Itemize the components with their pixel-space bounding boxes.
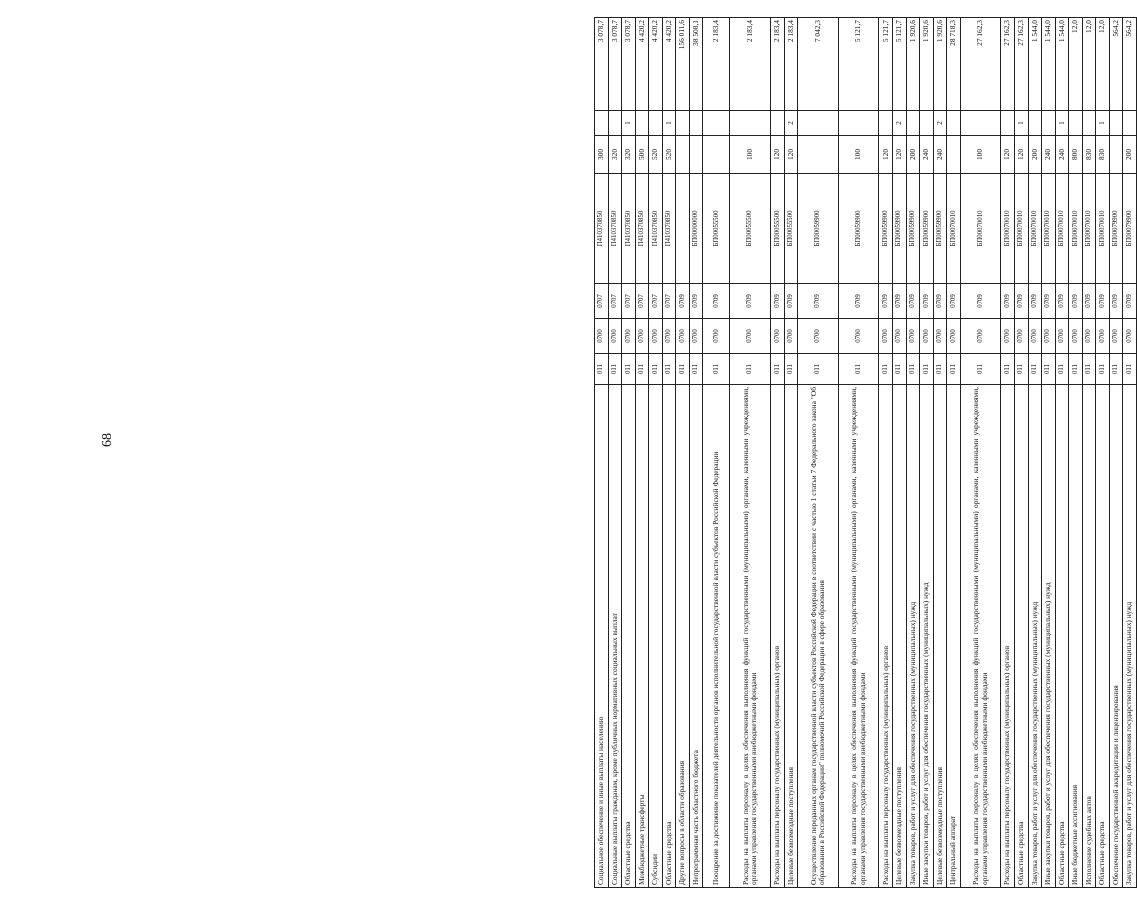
row-amount: 1 544,0 bbox=[1042, 18, 1056, 111]
row-amount: 1 544,0 bbox=[1028, 18, 1042, 111]
row-section: 0700 bbox=[1028, 319, 1042, 354]
row-name: Центральный аппарат bbox=[947, 385, 961, 888]
row-subsection: 0709 bbox=[960, 284, 1001, 319]
row-funding-source: 1 bbox=[1055, 111, 1069, 136]
table-row bbox=[838, 18, 879, 888]
row-name: Закупка товаров, работ и услуг для обеспечения государственных (муниципальных) нужд bbox=[1123, 385, 1137, 888]
table-row bbox=[635, 18, 649, 888]
row-grbs: 011 bbox=[920, 354, 934, 385]
row-name: Областные средства bbox=[1055, 385, 1069, 888]
row-grbs: 011 bbox=[676, 354, 690, 385]
row-subsection: 0709 bbox=[933, 284, 947, 319]
row-name: Иные бюджетные ассигнования bbox=[1069, 385, 1083, 888]
row-expense-type: 120 bbox=[771, 136, 785, 174]
row-section: 0700 bbox=[920, 319, 934, 354]
row-target-article: БП00059900 bbox=[798, 174, 839, 284]
row-name: Непрограммная часть областного бюджета bbox=[689, 385, 703, 888]
row-funding-source bbox=[947, 111, 961, 136]
row-amount: 5 121,7 bbox=[879, 18, 893, 111]
row-target-article: БП00070010 bbox=[960, 174, 1001, 284]
row-target-article: П410370850 bbox=[608, 174, 622, 284]
table-row bbox=[676, 18, 690, 888]
row-target-article: БП00055500 bbox=[730, 174, 771, 284]
row-funding-source bbox=[771, 111, 785, 136]
row-funding-source: 1 bbox=[662, 111, 676, 136]
row-name: Другие вопросы в области образования bbox=[676, 385, 690, 888]
table-row bbox=[906, 18, 920, 888]
row-name: Осуществление переданных органам государственной власти субъектов Российской Федерации в соответствии с частью 1 статьи 7 Федерального закона "Об образовании в Российской Федерации" полномочий Российской Федерации в сфере образования bbox=[798, 385, 839, 888]
row-grbs: 011 bbox=[730, 354, 771, 385]
row-funding-source bbox=[1028, 111, 1042, 136]
row-expense-type: 830 bbox=[1082, 136, 1096, 174]
row-section: 0700 bbox=[1123, 319, 1137, 354]
row-amount: 7 042,3 bbox=[798, 18, 839, 111]
row-funding-source bbox=[798, 111, 839, 136]
row-amount: 4 420,2 bbox=[662, 18, 676, 111]
table-row bbox=[649, 18, 663, 888]
row-expense-type: 120 bbox=[893, 136, 907, 174]
budget-table bbox=[594, 17, 1137, 888]
row-expense-type: 240 bbox=[920, 136, 934, 174]
row-grbs: 011 bbox=[1042, 354, 1056, 385]
row-subsection: 0709 bbox=[1001, 284, 1015, 319]
row-funding-source bbox=[595, 111, 609, 136]
row-target-article: БП00059900 bbox=[933, 174, 947, 284]
row-amount: 27 162,3 bbox=[1014, 18, 1028, 111]
row-expense-type: 240 bbox=[1042, 136, 1056, 174]
row-amount: 2 183,4 bbox=[730, 18, 771, 111]
row-target-article: БП00070010 bbox=[947, 174, 961, 284]
row-target-article: БП00070010 bbox=[1069, 174, 1083, 284]
rotated-table-wrapper bbox=[594, 18, 1136, 888]
row-section: 0700 bbox=[771, 319, 785, 354]
row-subsection: 0709 bbox=[947, 284, 961, 319]
row-subsection: 0709 bbox=[784, 284, 798, 319]
row-grbs: 011 bbox=[1055, 354, 1069, 385]
row-target-article: БП00055500 bbox=[784, 174, 798, 284]
row-grbs: 011 bbox=[1014, 354, 1028, 385]
row-section: 0700 bbox=[1042, 319, 1056, 354]
row-subsection: 0709 bbox=[1082, 284, 1096, 319]
row-expense-type: 520 bbox=[649, 136, 663, 174]
row-target-article: БП00059900 bbox=[906, 174, 920, 284]
row-amount: 5 121,7 bbox=[838, 18, 879, 111]
row-expense-type bbox=[689, 136, 703, 174]
row-grbs: 011 bbox=[1001, 354, 1015, 385]
row-expense-type: 200 bbox=[906, 136, 920, 174]
row-name: Расходы на выплаты персоналу государственных (муниципальных) органов bbox=[1001, 385, 1015, 888]
row-section: 0700 bbox=[947, 319, 961, 354]
row-section: 0700 bbox=[933, 319, 947, 354]
row-section: 0700 bbox=[703, 319, 730, 354]
row-amount: 28 718,3 bbox=[947, 18, 961, 111]
row-funding-source bbox=[703, 111, 730, 136]
row-target-article: П410370850 bbox=[595, 174, 609, 284]
table-row bbox=[703, 18, 730, 888]
row-name: Расходы на выплаты персоналу в целях обеспечения выполнения функций государственными (муниципальными) органами, казенными учреждениями, органами управления государственными внебюджетными фондами bbox=[960, 385, 1001, 888]
row-name: Областные средства bbox=[622, 385, 636, 888]
row-target-article: БП00059900 bbox=[893, 174, 907, 284]
row-expense-type: 520 bbox=[662, 136, 676, 174]
row-expense-type bbox=[1109, 136, 1123, 174]
row-name: Иные закупки товаров, работ и услуг для обеспечения государственных (муниципальных) нужд bbox=[1042, 385, 1056, 888]
table-row bbox=[1014, 18, 1028, 888]
row-funding-source bbox=[689, 111, 703, 136]
row-target-article: БП00059900 bbox=[879, 174, 893, 284]
row-expense-type: 200 bbox=[1028, 136, 1042, 174]
row-amount: 12,0 bbox=[1096, 18, 1110, 111]
page-number: 68 bbox=[100, 433, 115, 447]
row-grbs: 011 bbox=[622, 354, 636, 385]
row-amount: 2 183,4 bbox=[771, 18, 785, 111]
row-grbs: 011 bbox=[906, 354, 920, 385]
table-row bbox=[622, 18, 636, 888]
row-subsection: 0709 bbox=[689, 284, 703, 319]
table-row bbox=[1096, 18, 1110, 888]
row-target-article: БП00070010 bbox=[1082, 174, 1096, 284]
row-amount: 38 508,1 bbox=[689, 18, 703, 111]
table-row bbox=[933, 18, 947, 888]
table-row bbox=[771, 18, 785, 888]
row-target-article bbox=[676, 174, 690, 284]
row-funding-source bbox=[730, 111, 771, 136]
row-funding-source bbox=[906, 111, 920, 136]
row-subsection: 0709 bbox=[703, 284, 730, 319]
row-amount: 12,0 bbox=[1082, 18, 1096, 111]
row-expense-type: 240 bbox=[1055, 136, 1069, 174]
row-grbs: 011 bbox=[784, 354, 798, 385]
row-subsection: 0709 bbox=[1109, 284, 1123, 319]
row-grbs: 011 bbox=[649, 354, 663, 385]
row-target-article: БП00070010 bbox=[1028, 174, 1042, 284]
row-expense-type: 240 bbox=[933, 136, 947, 174]
row-amount: 1 920,6 bbox=[906, 18, 920, 111]
row-section: 0700 bbox=[1001, 319, 1015, 354]
row-expense-type: 830 bbox=[1096, 136, 1110, 174]
row-section: 0700 bbox=[1109, 319, 1123, 354]
table-row bbox=[1069, 18, 1083, 888]
table-row bbox=[893, 18, 907, 888]
row-subsection: 0709 bbox=[838, 284, 879, 319]
row-expense-type: 120 bbox=[1014, 136, 1028, 174]
row-subsection: 0709 bbox=[1069, 284, 1083, 319]
row-name: Социальные выплаты гражданам, кроме публичных нормативных социальных выплат bbox=[608, 385, 622, 888]
row-subsection: 0709 bbox=[1042, 284, 1056, 319]
row-target-article: БП00079900 bbox=[1123, 174, 1137, 284]
row-name: Областные средства bbox=[1014, 385, 1028, 888]
budget-table-body bbox=[595, 18, 1137, 888]
row-subsection: 0709 bbox=[1014, 284, 1028, 319]
row-section: 0700 bbox=[1096, 319, 1110, 354]
row-section: 0700 bbox=[730, 319, 771, 354]
row-expense-type: 120 bbox=[1001, 136, 1015, 174]
row-expense-type: 320 bbox=[608, 136, 622, 174]
row-name: Межбюджетные трансферты bbox=[635, 385, 649, 888]
row-target-article: П410370850 bbox=[649, 174, 663, 284]
row-subsection: 0707 bbox=[649, 284, 663, 319]
row-section: 0700 bbox=[622, 319, 636, 354]
table-row bbox=[1109, 18, 1123, 888]
row-section: 0700 bbox=[1014, 319, 1028, 354]
row-amount: 3 078,7 bbox=[595, 18, 609, 111]
row-section: 0700 bbox=[635, 319, 649, 354]
row-subsection: 0709 bbox=[1096, 284, 1110, 319]
row-funding-source bbox=[608, 111, 622, 136]
row-name: Расходы на выплаты персоналу в целях обеспечения выполнения функций государственными (муниципальными) органами, казенными учреждениями, органами управления государственными внебюджетными фондами bbox=[838, 385, 879, 888]
row-name: Целевые безвозмездные поступления bbox=[784, 385, 798, 888]
row-target-article: БП00000000 bbox=[689, 174, 703, 284]
row-section: 0700 bbox=[1055, 319, 1069, 354]
row-target-article: БП00070010 bbox=[1055, 174, 1069, 284]
row-grbs: 011 bbox=[1069, 354, 1083, 385]
row-amount: 564,2 bbox=[1109, 18, 1123, 111]
row-name: Обеспечение государственной аккредитации и лицензирования bbox=[1109, 385, 1123, 888]
row-subsection: 0709 bbox=[1123, 284, 1137, 319]
row-amount: 1 544,0 bbox=[1055, 18, 1069, 111]
row-funding-source bbox=[1123, 111, 1137, 136]
row-section: 0700 bbox=[798, 319, 839, 354]
row-subsection: 0707 bbox=[635, 284, 649, 319]
row-amount: 27 162,3 bbox=[1001, 18, 1015, 111]
row-section: 0700 bbox=[893, 319, 907, 354]
table-row bbox=[730, 18, 771, 888]
row-subsection: 0709 bbox=[1028, 284, 1042, 319]
row-subsection: 0709 bbox=[798, 284, 839, 319]
row-amount: 156 011,6 bbox=[676, 18, 690, 111]
row-section: 0700 bbox=[960, 319, 1001, 354]
row-subsection: 0707 bbox=[622, 284, 636, 319]
table-row bbox=[1042, 18, 1056, 888]
row-funding-source: 1 bbox=[622, 111, 636, 136]
table-row bbox=[689, 18, 703, 888]
row-name: Иные закупки товаров, работ и услуг для обеспечения государственных (муниципальных) нужд bbox=[920, 385, 934, 888]
table-row bbox=[1001, 18, 1015, 888]
row-subsection: 0709 bbox=[771, 284, 785, 319]
row-grbs: 011 bbox=[595, 354, 609, 385]
table-row bbox=[879, 18, 893, 888]
row-grbs: 011 bbox=[838, 354, 879, 385]
row-grbs: 011 bbox=[662, 354, 676, 385]
row-name: Закупка товаров, работ и услуг для обеспечения государственных (муниципальных) нужд bbox=[1028, 385, 1042, 888]
row-name: Областные средства bbox=[1096, 385, 1110, 888]
row-amount: 1 920,6 bbox=[920, 18, 934, 111]
row-expense-type: 300 bbox=[595, 136, 609, 174]
row-subsection: 0707 bbox=[608, 284, 622, 319]
row-grbs: 011 bbox=[879, 354, 893, 385]
row-target-article: П410370850 bbox=[622, 174, 636, 284]
row-grbs: 011 bbox=[933, 354, 947, 385]
row-expense-type bbox=[798, 136, 839, 174]
row-target-article: БП00070010 bbox=[1001, 174, 1015, 284]
row-funding-source bbox=[1001, 111, 1015, 136]
row-expense-type: 100 bbox=[730, 136, 771, 174]
row-subsection: 0707 bbox=[662, 284, 676, 319]
row-name: Поощрение за достижение показателей деятельности органов исполнительной государственной власти субъектов Российской Федерации bbox=[703, 385, 730, 888]
row-amount: 4 420,2 bbox=[635, 18, 649, 111]
row-target-article: БП00070010 bbox=[1042, 174, 1056, 284]
row-funding-source bbox=[960, 111, 1001, 136]
table-row bbox=[784, 18, 798, 888]
row-expense-type bbox=[947, 136, 961, 174]
row-section: 0700 bbox=[649, 319, 663, 354]
row-amount: 3 078,7 bbox=[608, 18, 622, 111]
row-funding-source bbox=[1069, 111, 1083, 136]
row-funding-source: 2 bbox=[933, 111, 947, 136]
row-target-article: БП00070010 bbox=[1096, 174, 1110, 284]
row-amount: 564,2 bbox=[1123, 18, 1137, 111]
row-grbs: 011 bbox=[947, 354, 961, 385]
row-section: 0700 bbox=[676, 319, 690, 354]
row-expense-type: 120 bbox=[879, 136, 893, 174]
row-subsection: 0709 bbox=[920, 284, 934, 319]
row-section: 0700 bbox=[1069, 319, 1083, 354]
row-funding-source bbox=[920, 111, 934, 136]
row-section: 0700 bbox=[879, 319, 893, 354]
row-grbs: 011 bbox=[1123, 354, 1137, 385]
row-grbs: 011 bbox=[893, 354, 907, 385]
row-section: 0700 bbox=[784, 319, 798, 354]
row-grbs: 011 bbox=[703, 354, 730, 385]
row-expense-type: 320 bbox=[622, 136, 636, 174]
row-funding-source: 2 bbox=[893, 111, 907, 136]
table-row bbox=[947, 18, 961, 888]
row-grbs: 011 bbox=[1028, 354, 1042, 385]
row-expense-type: 500 bbox=[635, 136, 649, 174]
table-row bbox=[798, 18, 839, 888]
row-amount: 27 162,3 bbox=[960, 18, 1001, 111]
row-amount: 2 183,4 bbox=[703, 18, 730, 111]
row-name: Расходы на выплаты персоналу государственных (муниципальных) органов bbox=[771, 385, 785, 888]
row-amount: 2 183,4 bbox=[784, 18, 798, 111]
row-grbs: 011 bbox=[608, 354, 622, 385]
row-grbs: 011 bbox=[635, 354, 649, 385]
table-row bbox=[1055, 18, 1069, 888]
row-target-article: БП00070010 bbox=[1014, 174, 1028, 284]
row-funding-source bbox=[676, 111, 690, 136]
row-subsection: 0709 bbox=[906, 284, 920, 319]
row-funding-source bbox=[649, 111, 663, 136]
row-grbs: 011 bbox=[960, 354, 1001, 385]
row-name: Расходы на выплаты персоналу государственных (муниципальных) органов bbox=[879, 385, 893, 888]
row-section: 0700 bbox=[662, 319, 676, 354]
row-grbs: 011 bbox=[1082, 354, 1096, 385]
table-row bbox=[608, 18, 622, 888]
row-subsection: 0709 bbox=[1055, 284, 1069, 319]
row-expense-type: 100 bbox=[960, 136, 1001, 174]
row-amount: 1 920,6 bbox=[933, 18, 947, 111]
row-name: Расходы на выплаты персоналу в целях обеспечения выполнения функций государственными (муниципальными) органами, казенными учреждениями, органами управления государственными внебюджетными фондами bbox=[730, 385, 771, 888]
row-grbs: 011 bbox=[689, 354, 703, 385]
row-expense-type: 800 bbox=[1069, 136, 1083, 174]
row-expense-type: 120 bbox=[784, 136, 798, 174]
row-subsection: 0709 bbox=[893, 284, 907, 319]
row-name: Целевые безвозмездные поступления bbox=[893, 385, 907, 888]
table-row bbox=[662, 18, 676, 888]
row-section: 0700 bbox=[1082, 319, 1096, 354]
row-amount: 12,0 bbox=[1069, 18, 1083, 111]
row-funding-source: 2 bbox=[784, 111, 798, 136]
row-target-article: БП00055500 bbox=[703, 174, 730, 284]
row-funding-source bbox=[635, 111, 649, 136]
row-expense-type bbox=[703, 136, 730, 174]
table-row bbox=[960, 18, 1001, 888]
row-target-article: БП00059900 bbox=[920, 174, 934, 284]
row-amount: 4 420,2 bbox=[649, 18, 663, 111]
row-section: 0700 bbox=[608, 319, 622, 354]
row-funding-source bbox=[1109, 111, 1123, 136]
row-amount: 5 121,7 bbox=[893, 18, 907, 111]
row-expense-type: 200 bbox=[1123, 136, 1137, 174]
row-grbs: 011 bbox=[1096, 354, 1110, 385]
row-target-article: П410370850 bbox=[662, 174, 676, 284]
row-subsection: 0709 bbox=[730, 284, 771, 319]
row-grbs: 011 bbox=[1109, 354, 1123, 385]
row-target-article: БП00059900 bbox=[838, 174, 879, 284]
table-row bbox=[920, 18, 934, 888]
row-amount: 3 078,7 bbox=[622, 18, 636, 111]
table-row bbox=[595, 18, 609, 888]
row-section: 0700 bbox=[906, 319, 920, 354]
table-row bbox=[1082, 18, 1096, 888]
row-target-article: БП00079900 bbox=[1109, 174, 1123, 284]
row-name: Социальное обеспечение и иные выплаты населению bbox=[595, 385, 609, 888]
row-target-article: П410370850 bbox=[635, 174, 649, 284]
row-section: 0700 bbox=[689, 319, 703, 354]
row-expense-type: 100 bbox=[838, 136, 879, 174]
row-funding-source bbox=[879, 111, 893, 136]
row-name: Закупка товаров, работ и услуг для обеспечения государственных (муниципальных) нужд bbox=[906, 385, 920, 888]
row-grbs: 011 bbox=[798, 354, 839, 385]
row-funding-source: 1 bbox=[1014, 111, 1028, 136]
row-name: Субсидии bbox=[649, 385, 663, 888]
row-section: 0700 bbox=[838, 319, 879, 354]
row-expense-type bbox=[676, 136, 690, 174]
row-name: Областные средства bbox=[662, 385, 676, 888]
row-funding-source bbox=[1042, 111, 1056, 136]
row-funding-source: 1 bbox=[1096, 111, 1110, 136]
row-funding-source bbox=[1082, 111, 1096, 136]
row-name: Исполнение судебных актов bbox=[1082, 385, 1096, 888]
row-target-article: БП00055500 bbox=[771, 174, 785, 284]
table-row bbox=[1028, 18, 1042, 888]
row-funding-source bbox=[838, 111, 879, 136]
row-section: 0700 bbox=[595, 319, 609, 354]
row-subsection: 0709 bbox=[676, 284, 690, 319]
row-subsection: 0707 bbox=[595, 284, 609, 319]
table-row bbox=[1123, 18, 1137, 888]
row-grbs: 011 bbox=[771, 354, 785, 385]
row-name: Целевые безвозмездные поступления bbox=[933, 385, 947, 888]
row-subsection: 0709 bbox=[879, 284, 893, 319]
